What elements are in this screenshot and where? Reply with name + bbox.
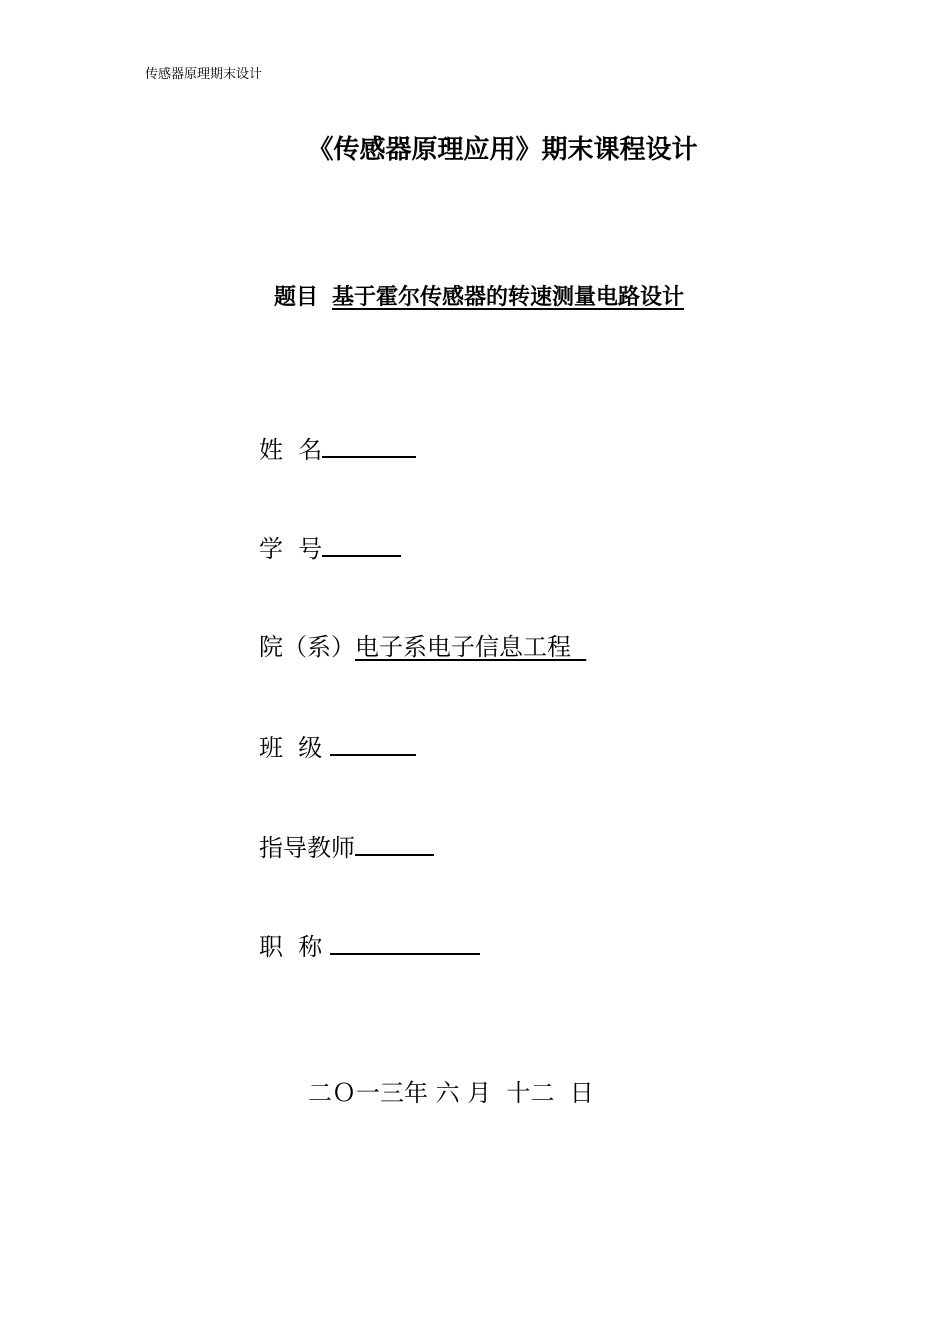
page-header: 传感器原理期末设计: [145, 67, 263, 82]
advisor-label: 指导教师: [259, 834, 355, 862]
student-id-blank: [322, 531, 401, 557]
advisor-title-blank: [330, 929, 480, 955]
topic-label: 题目: [274, 285, 319, 310]
student-id-label: 学 号: [259, 535, 323, 563]
topic-line: [274, 283, 684, 313]
class-blank: [330, 730, 416, 756]
name-blank: [322, 432, 416, 458]
name-label: 姓 名: [259, 436, 323, 464]
document-title: 《传感器原理应用》期末课程设计: [307, 135, 698, 165]
class-label: 班 级: [259, 734, 330, 762]
date-line: 二Ｏ一三年 六 月 十二 日: [308, 1079, 594, 1107]
topic-value: 基于霍尔传感器的转速测量电路设计: [332, 285, 685, 310]
department-label: 院（系）: [259, 633, 355, 661]
class-field: [259, 730, 416, 764]
advisor-title-label: 职 称: [259, 933, 330, 961]
advisor-title-field: [259, 929, 480, 963]
advisor-blank: [355, 830, 434, 856]
name-field: [259, 432, 416, 466]
department-field: [259, 631, 586, 663]
student-id-field: [259, 531, 401, 565]
department-value: 电子系电子信息工程: [355, 633, 587, 661]
advisor-field: [259, 830, 434, 864]
